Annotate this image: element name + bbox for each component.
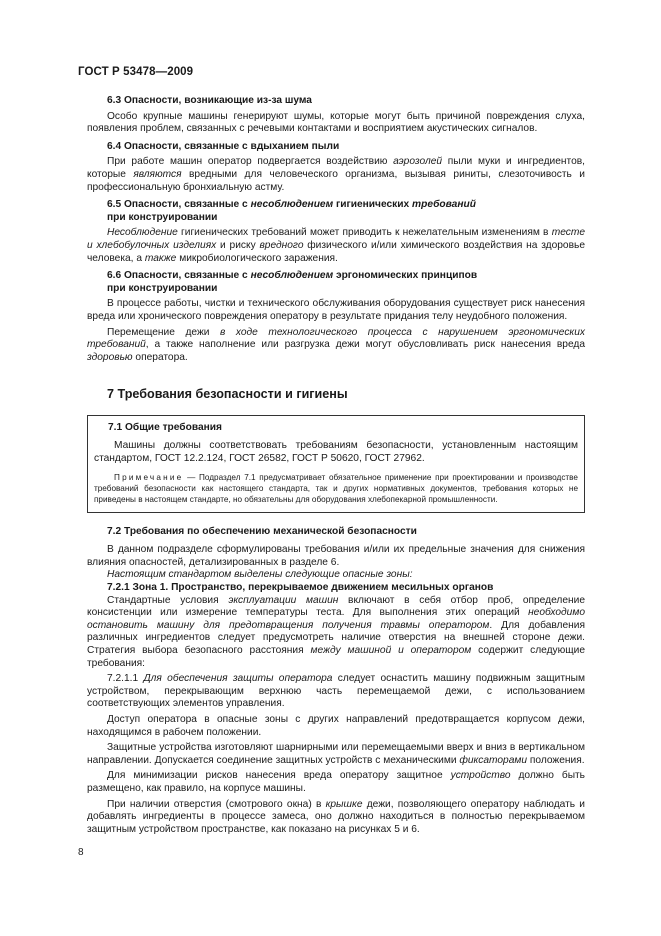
standard-header: ГОСТ Р 53478—2009 bbox=[78, 66, 194, 78]
section-7-2-1-1-text: 7.2.1.1 Для обеспечения защиты оператора следует оснастить машину подвижным защитным устройством, перекрывающим верхнюю часть перемещаемой дежи, с использованием соответствующих элементов управления. bbox=[87, 673, 585, 710]
section-7-1-text: Машины должны соответствовать требованиям безопасности, установленным настоящим стандартом, ГОСТ 12.2.124, ГОСТ 26582, ГОСТ Р 50620, ГОСТ 27962. bbox=[94, 440, 578, 465]
section-7-2-heading: 7.2 Требования по обеспечению механической безопасности bbox=[107, 525, 417, 537]
section-6-6-heading: 6.6 Опасности, связанные с несоблюдением эргономических принципов при конструировании bbox=[107, 270, 478, 294]
section-7-2-1-paragraph-6: При наличии отверстия (смотрового окна) в крышке дежи, позволяющего оператору наблюдать и добавлять ингредиенты в процессе замеса, оно должно находиться в полностью перекрываемом защитным устройством пространстве, как показано на рисунках 5 и 6. bbox=[87, 798, 585, 835]
section-6-5-heading: 6.5 Опасности, связанные с несоблюдением гигиенических требований при конструировании bbox=[107, 199, 476, 223]
section-6-6-paragraph-1: В процессе работы, чистки и технического обслуживания оборудования существует риск нанесения вреда или хронического повреждения оператору в результате придания телу неудобного положения. bbox=[87, 298, 585, 322]
section-6-4-text: При работе машин оператор подвергается воздействию аэрозолей пыли муки и ингредиентов, которые являются вредными для человеческого организма, вызывая риниты, слезоточивость и профессиональную бронхиальную астму. bbox=[87, 156, 585, 193]
section-6-3-heading: 6.3 Опасности, возникающие из-за шума bbox=[107, 95, 312, 106]
section-7-1-frame bbox=[87, 415, 585, 513]
section-6-6-paragraph-2: Перемещение дежи в ходе технологического процесса с нарушением эргономических требований, а также наполнение или разгрузка дежи могут обусловливать риск нанесения вреда здоровью оператора. bbox=[87, 326, 585, 363]
section-7-1-heading: 7.1 Общие требования bbox=[108, 421, 222, 433]
section-7-1-note: Примечание — Подраздел 7.1 предусматривает обязательное применение при проектировании и производстве требований безопасности как настоящего стандарта, так и других нормативных документов, требования которых не приведены в настоящем стандарте, но обязательны для оборудования хлебопекарной промышленности. bbox=[94, 472, 578, 504]
section-7-2-1-paragraph-4: Защитные устройства изготовляют шарнирными или перемещаемыми вверх и вниз в вертикальном направлении. Допускается соединение защитных устройств с механическими фиксаторами положения. bbox=[87, 742, 585, 766]
section-7-2-1-paragraph-3: Доступ оператора в опасные зоны с других направлений предотвращается корпусом дежи, находящимся в рабочем положении. bbox=[87, 713, 585, 738]
section-7-2-paragraph-1: В данном подразделе сформулированы требования и/или их предельные значения для снижения влияния опасностей, детализированных в разделе 6. bbox=[87, 544, 585, 568]
section-6-3-text: Особо крупные машины генерируют шумы, которые могут быть причиной повреждения слуха, появления проблем, связанных с речевыми контактами и восприятием акустических сигналов. bbox=[87, 110, 585, 135]
section-7-2-1-paragraph-1: Стандартные условия эксплуатации машин включают в себя отбор проб, определение консистенции или измерение температуры теста. Для выполнения этих операций необходимо остановить машину для предотвращения получения травмы оператором. Для добавления различных ингредиентов следует предусмотреть наличие отверстия на внешней стороне дежи. Стратегия выбора безопасного расстояния между машиной и оператором содержит следующие требования: bbox=[87, 594, 586, 669]
section-7-heading: 7 Требования безопасности и гигиены bbox=[107, 387, 348, 402]
section-6-5-text: Несоблюдение гигиенических требований может приводить к нежелательным изменениям в тесте и хлебобулочных изделиях и риску вредного физического и/или химического воздействия на здоровье человека, а также микробиологического заражения. bbox=[87, 227, 585, 264]
section-7-2-1-paragraph-5: Для минимизации рисков нанесения вреда оператору защитное устройство должно быть размещено, как правило, на корпусе машины. bbox=[87, 770, 585, 794]
section-7-2-1-heading: 7.2.1 Зона 1. Пространство, перекрываемое движением месильных органов bbox=[107, 582, 494, 594]
section-7-2-paragraph-2: Настоящим стандартом выделены следующие опасные зоны: bbox=[107, 569, 413, 581]
document-body bbox=[87, 95, 585, 836]
page-number: 8 bbox=[78, 847, 84, 858]
section-6-4-heading: 6.4 Опасности, связанные с вдыханием пыли bbox=[107, 140, 340, 152]
